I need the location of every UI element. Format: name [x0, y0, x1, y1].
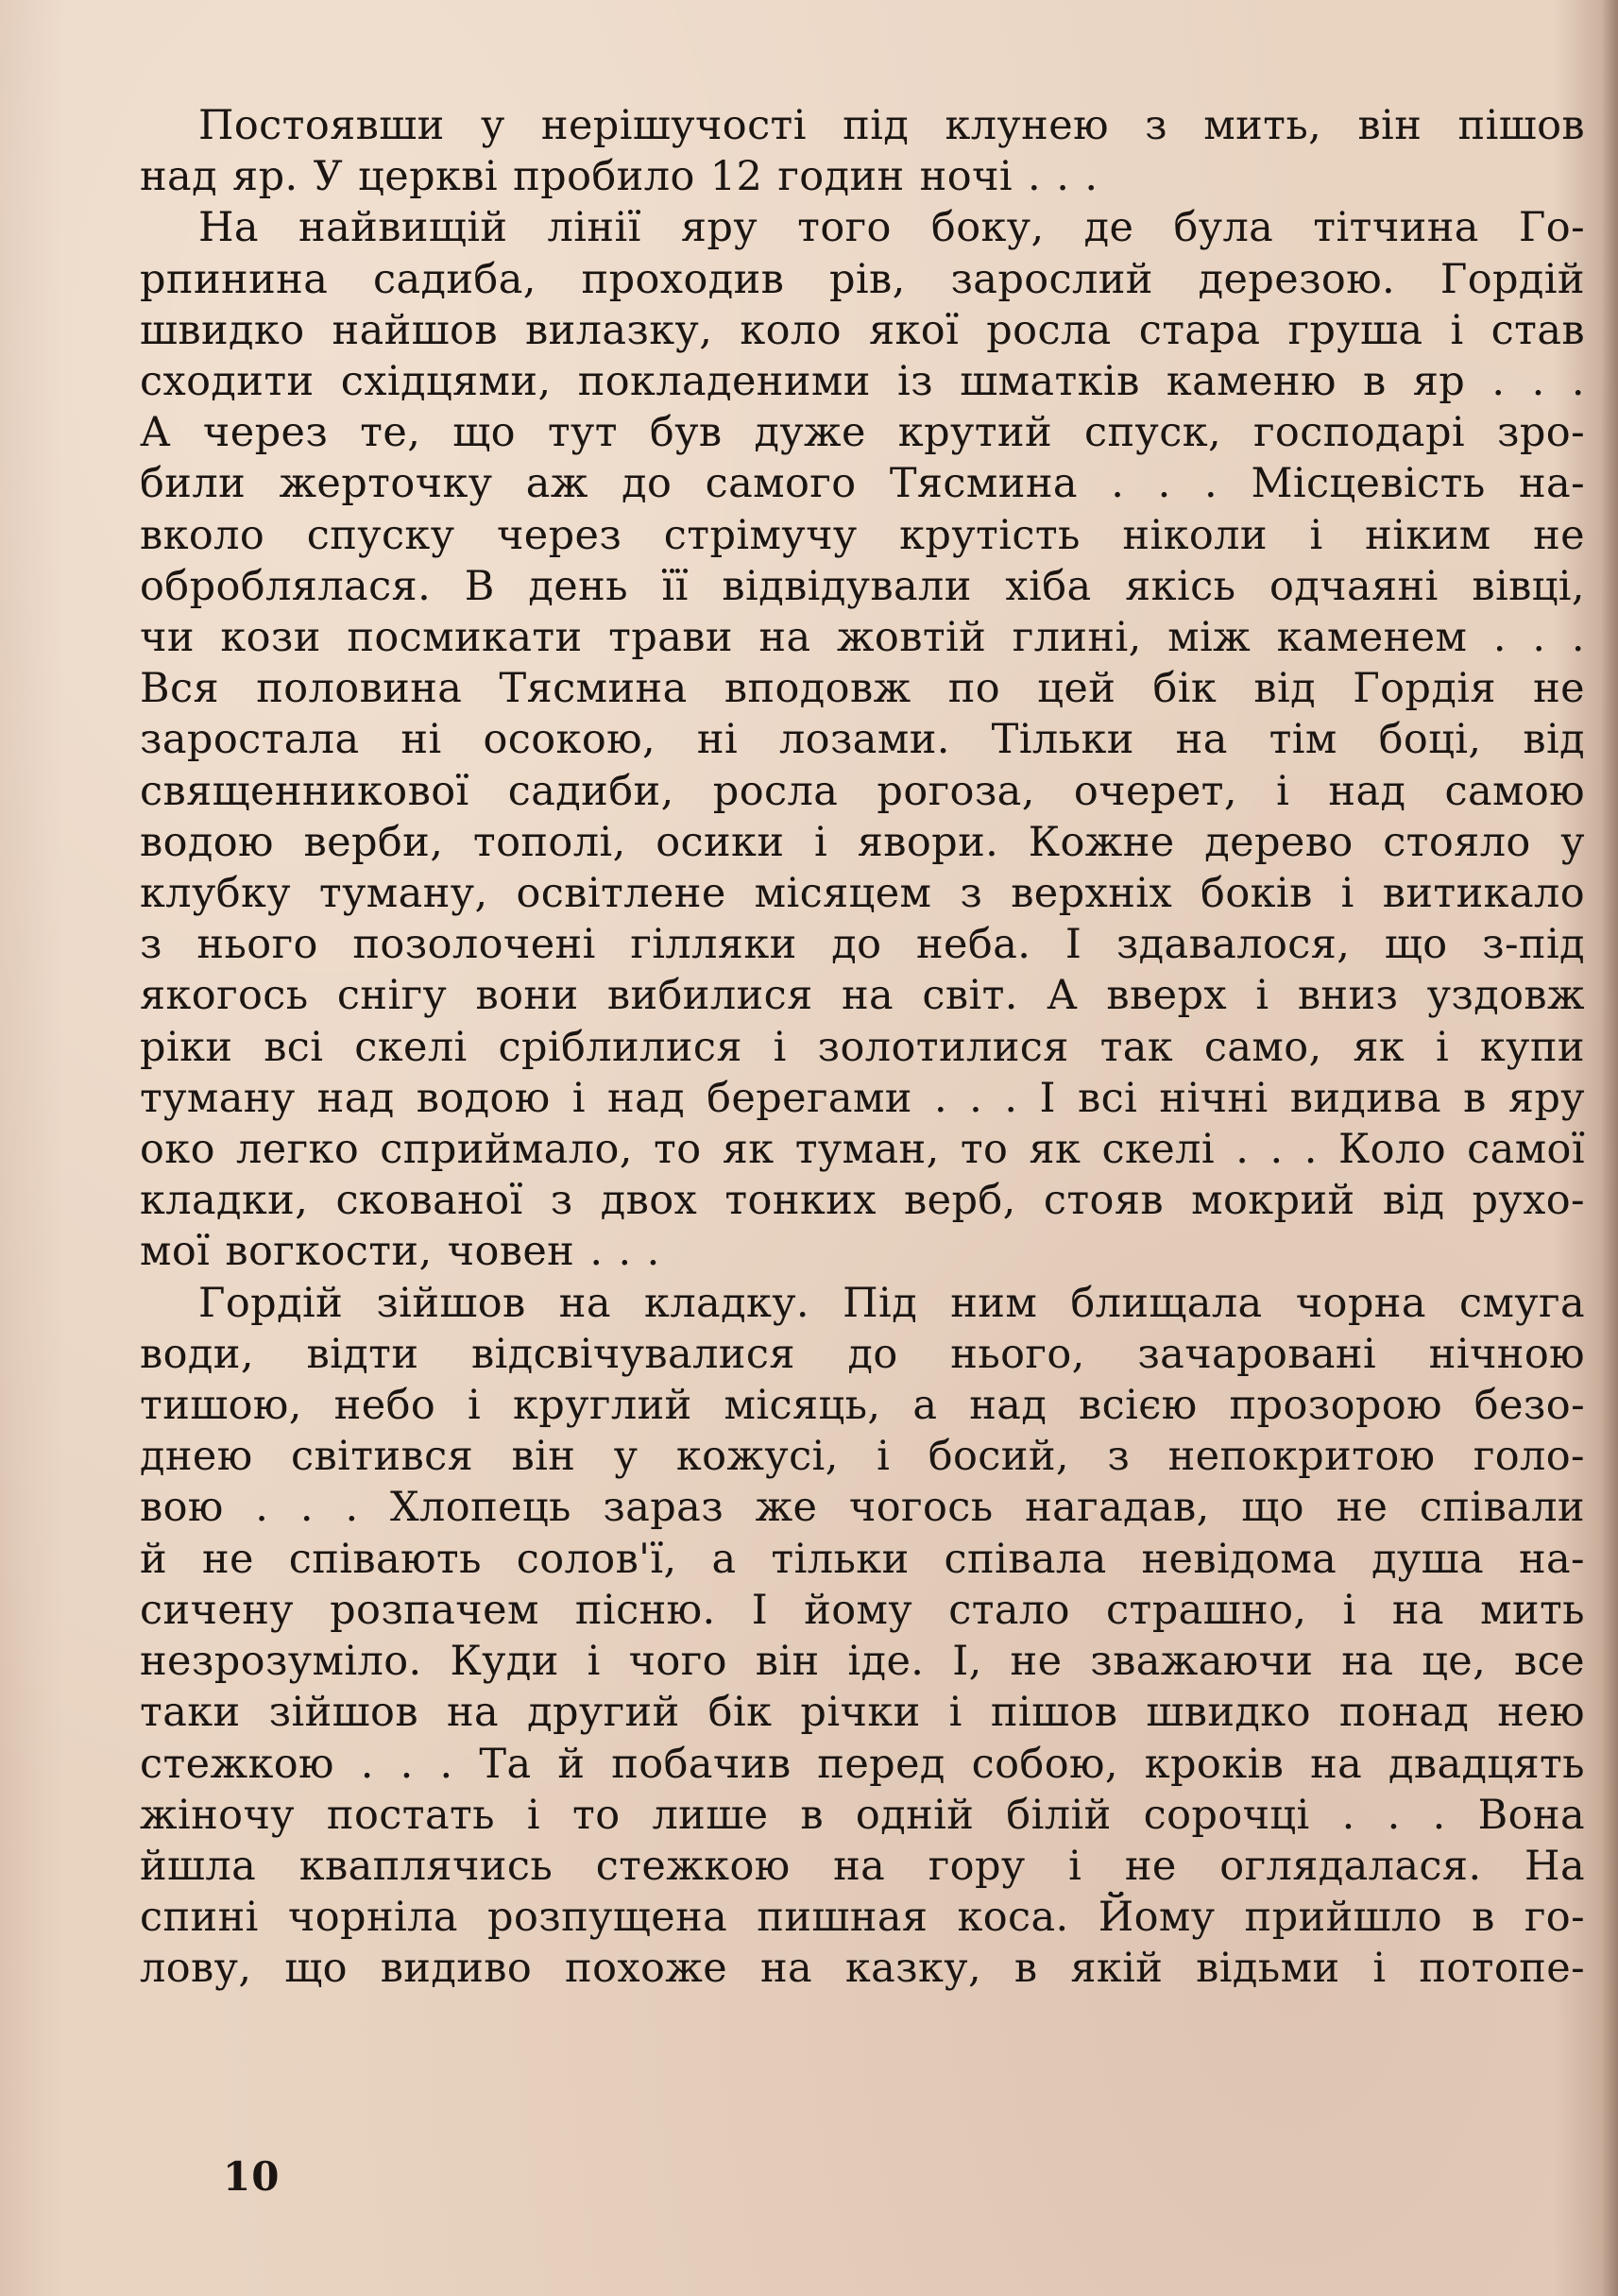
text-line: Гордій зійшов на кладку. Під ним блищала чорна смуга	[198, 1279, 1585, 1327]
text-line: заростала ні осокою, ні лозами. Тільки на тім боці, від	[140, 716, 1585, 764]
text-line: оброблялася. В день її відвідували хіба якісь одчаяні вівці,	[140, 562, 1585, 610]
paragraph-2	[140, 202, 1585, 1277]
text-line: водою верби, тополі, осики і явори. Кожне дерево стояло у	[140, 818, 1585, 866]
text-line: рпинина садиба, проходив рів, зарослий дерезою. Гордій	[140, 255, 1585, 303]
text-line: днею світився він у кожусі, і босий, з непокритою голо-	[140, 1433, 1585, 1481]
text-line: води, відти відсвічувалися до нього, зачаровані нічною	[140, 1330, 1585, 1378]
text-line: незрозуміло. Куди і чого він іде. І, не зважаючи на це, все	[140, 1638, 1585, 1686]
text-line: А через те, що тут був дуже крутий спуск, господарі зро-	[140, 409, 1585, 457]
text-line: туману над водою і над берегами . . . І всі нічні видива в яру	[140, 1074, 1585, 1122]
text-line: вколо спуску через стрімучу крутість ніколи і ніким не	[140, 511, 1585, 559]
text-line: На найвищій лінії яру того боку, де була тітчина Го-	[198, 204, 1585, 252]
paragraph-3	[140, 1278, 1585, 1995]
text-line: таки зійшов на другий бік річки і пішов швидко понад нею	[140, 1689, 1585, 1737]
text-line: тишою, небо і круглий місяць, а над всією прозорою безо-	[140, 1382, 1585, 1430]
text-line: сичену розпачем пісню. І йому стало страшно, і на мить	[140, 1586, 1585, 1634]
text-line: йшла кваплячись стежкою на гору і не оглядалася. На	[140, 1842, 1585, 1890]
text-line: спині чорніла розпущена пишная коса. Йому прийшло в го-	[140, 1894, 1585, 1942]
text-line: з нього позолочені гілляки до неба. І здавалося, що з-під	[140, 921, 1585, 969]
text-line: й не співають солов'ї, а тільки співала невідома душа на-	[140, 1535, 1585, 1583]
paragraph-1	[140, 100, 1585, 202]
text-line: стежкою . . . Та й побачив перед собою, кроків на двадцять	[140, 1740, 1585, 1788]
text-line: кладки, скованої з двох тонких верб, стояв мокрий від рухо-	[140, 1177, 1585, 1225]
text-line: били жерточку аж до самого Тясмина . . . Місцевість на-	[140, 460, 1585, 508]
text-line: ріки всі скелі сріблилися і золотилися так само, як і купи	[140, 1023, 1585, 1071]
body-text	[140, 100, 1585, 1995]
page-edge-shadow	[1601, 0, 1618, 2296]
page-number: 10	[223, 2153, 281, 2200]
text-line: швидко найшов вилазку, коло якої росла стара груша і став	[140, 306, 1585, 354]
text-line: священникової садиби, росла рогоза, очерет, і над самою	[140, 767, 1585, 815]
text-line: Постоявши у нерішучості під клунею з мить, він пішов	[198, 102, 1585, 149]
text-line: вою . . . Хлопець зараз же чогось нагадав, що не співали	[140, 1484, 1585, 1532]
text-line: якогось снігу вони вибилися на світ. А вверх і вниз уздовж	[140, 972, 1585, 1020]
text-line: око легко сприймало, то як туман, то як скелі . . . Коло самої	[140, 1126, 1585, 1174]
text-line: жіночу постать і то лише в одній білій сорочці . . . Вона	[140, 1791, 1585, 1839]
text-line: лову, що видиво похоже на казку, в якій відьми і потопе-	[140, 1945, 1585, 1993]
text-line: мої вогкости, човен . . .	[140, 1228, 660, 1276]
text-line: Вся половина Тясмина вподовж по цей бік від Гордія не	[140, 665, 1585, 713]
text-line: клубку туману, освітлене місяцем з верхніх боків і витикало	[140, 870, 1585, 918]
text-line: чи кози посмикати трави на жовтій глині, між каменем . . .	[140, 614, 1585, 662]
text-line: сходити східцями, покладеними із шматків каменю в яр . . .	[140, 358, 1585, 406]
text-line: над яр. У церкві пробило 12 годин ночі . . .	[140, 153, 1099, 201]
